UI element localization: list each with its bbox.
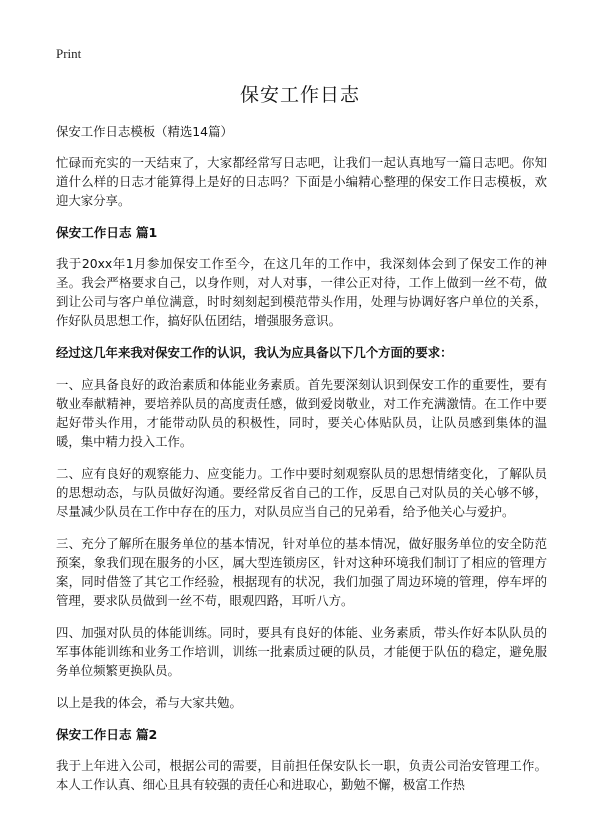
section2-paragraph: 我于上年进入公司，根据公司的需要，目前担任保安队长一职，负责公司治安管理工作。本人工作认真、细心且具有较强的责任心和进取心，勤勉不懈，极富工作热 bbox=[56, 758, 547, 792]
document-body bbox=[56, 122, 547, 807]
section1-bold-lead: 经过这几年来我对保安工作的认识，我认为应具备以下几个方面的要求： bbox=[56, 345, 453, 360]
section-heading-1: 保安工作日志 篇1 bbox=[56, 225, 158, 240]
document-subtitle: 保安工作日志模板（精选14篇） bbox=[56, 124, 233, 139]
section1-point-1: 一、应具备良好的政治素质和体能业务素质。首先要深刻认识到保安工作的重要性，要有敬业奉献精神，要培养队员的高度责任感，做到爱岗敬业，对工作充满激情。在工作中要起好带头作用，才能带动队员的积极性，同时，要关心体贴队员，让队员感到集体的温暖，集中精力投入工作。 bbox=[56, 377, 547, 449]
section1-closing: 以上是我的体会，希与大家共勉。 bbox=[56, 695, 242, 710]
section1-point-2: 二、应有良好的观察能力、应变能力。工作中要时刻观察队员的思想情绪变化，了解队员的思想动态，与队员做好沟通。要经常反省自己的工作，反思自己对队员的关心够不够，尽量减少队员在工作中存在的压力，对队员应当自己的兄弟看，给予他关心与爱护。 bbox=[56, 466, 547, 519]
section-heading-2: 保安工作日志 篇2 bbox=[56, 727, 158, 742]
print-link[interactable]: Print bbox=[56, 46, 82, 61]
intro-paragraph: 忙碌而充实的一天结束了，大家都经常写日志吧，让我们一起认真地写一篇日志吧。你知道什么样的日志才能算得上是好的日志吗？下面是小编精心整理的保安工作日志模板，欢迎大家分享。 bbox=[56, 155, 547, 208]
section1-paragraph: 我于20xx年1月参加保安工作至今，在这几年的工作中，我深刻体会到了保安工作的神圣。我会严格要求自己，以身作则，对人对事，一律公正对待，工作上做到一丝不苟，做到让公司与客户单位满意，时时刻刻起到模范带头作用，处理与协调好客户单位的关系，作好队员思想工作，搞好队伍团结，增强服务意识。 bbox=[56, 256, 547, 328]
section1-point-4: 四、加强对队员的体能训练。同时，要具有良好的体能、业务素质，带头作好本队队员的军事体能训练和业务工作培训，训练一批素质过硬的队员，才能便于队伍的稳定，避免服务单位频繁更换队员。 bbox=[56, 625, 547, 678]
page-title: 保安工作日志 bbox=[239, 84, 360, 106]
section1-point-3: 三、充分了解所在服务单位的基本情况，针对单位的基本情况，做好服务单位的安全防范预案，象我们现在服务的小区，属大型连锁房区，针对这种环境我们制订了相应的管理方案，同时借签了其它工作经验，根据现有的状况，我们加强了周边环境的管理，停车坪的管理，要求队员做到一丝不苟，眼观四路，耳听八方。 bbox=[56, 536, 547, 608]
